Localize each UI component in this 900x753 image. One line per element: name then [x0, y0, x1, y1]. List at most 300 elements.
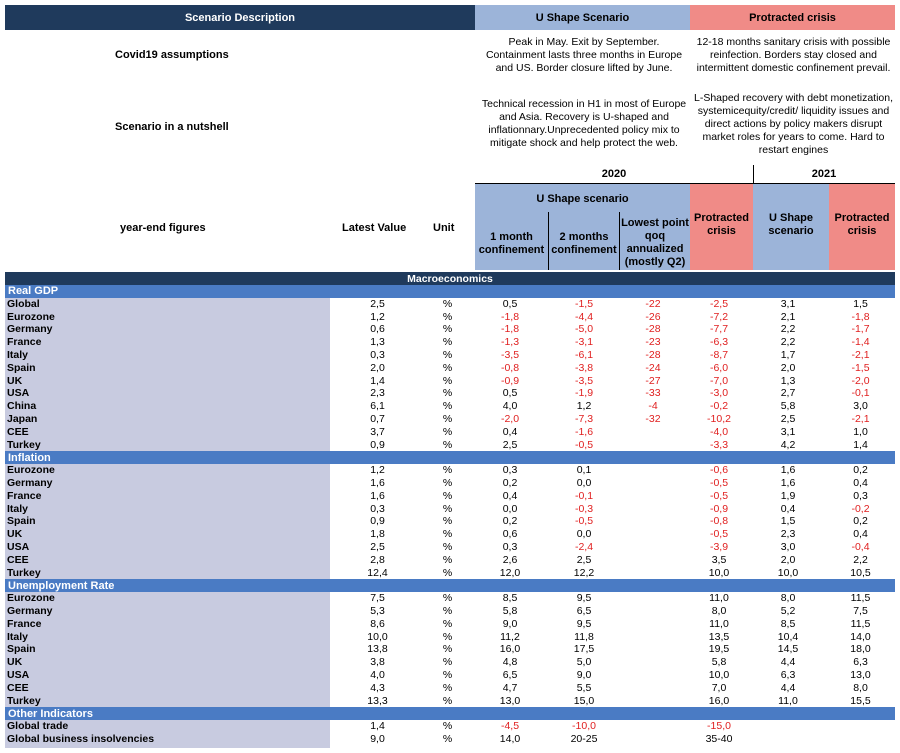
- protracted-2021-cell: 1,0: [853, 425, 868, 438]
- country-cell: Germany: [7, 605, 53, 617]
- protracted-2021-cell: 18,0: [850, 643, 871, 656]
- u-shape-2021-cell: 5,8: [780, 400, 796, 413]
- latest-value-cell: 1,6: [370, 489, 385, 502]
- one-month-cell: 0,0: [502, 502, 518, 515]
- protracted-2021-cell: 3,0: [853, 400, 868, 413]
- protracted-2021-cell: -2,1: [851, 413, 870, 425]
- table-row: [5, 528, 895, 541]
- two-months-cell: -2,4: [574, 541, 594, 553]
- two-months-cell: 5,5: [576, 681, 592, 694]
- latest-value-cell: 3,8: [370, 656, 385, 669]
- protracted-2020-cell: 19,5: [708, 643, 730, 656]
- unit-cell: %: [442, 592, 453, 605]
- country-cell: Japan: [7, 413, 38, 425]
- country-cell: Italy: [7, 630, 29, 643]
- lowest-point-cell: [618, 439, 688, 452]
- section-header: Inflation: [5, 451, 895, 464]
- u-shape-2021-cell: 4,4: [780, 681, 796, 694]
- u-shape-2021-cell: 1,6: [780, 477, 796, 489]
- country-cell: Global trade: [7, 720, 69, 733]
- protracted-2020-cell: -3,0: [709, 387, 729, 400]
- protracted-2020-cell: -0,6: [709, 464, 729, 477]
- u-shape-2021-cell: 2,5: [780, 413, 796, 425]
- lowest-point-cell: [618, 477, 688, 490]
- two-months-cell: -1,5: [574, 297, 594, 310]
- two-months-header: 2 months confinement: [551, 231, 617, 256]
- table-row: [5, 387, 895, 400]
- two-months-cell: 9,5: [576, 592, 592, 605]
- u-shape-2021-cell: 2,1: [780, 310, 796, 323]
- one-month-cell: 0,3: [502, 541, 518, 553]
- latest-value-cell: 9,0: [370, 733, 385, 745]
- lowest-point-cell: [618, 567, 688, 580]
- u-shape-2021-cell: 4,2: [780, 438, 796, 451]
- one-month-cell: -0,9: [500, 374, 520, 387]
- protracted-2021-cell: 2,2: [853, 553, 868, 566]
- u-shape-2021-cell: 1,5: [780, 515, 796, 528]
- protracted-2021-cell: 15,5: [850, 694, 871, 707]
- u-shape-scenario-2020-label: U Shape scenario: [536, 192, 629, 205]
- latest-value-header: Latest Value: [342, 222, 407, 234]
- protracted-2021-cell: 0,2: [853, 515, 868, 528]
- covid-protracted-text: 12-18 months sanitary crisis with possible reinfection. Borders stay closed and intermittent domestic confinement prevail.: [696, 36, 891, 74]
- unit-cell: %: [442, 605, 453, 617]
- country-cell: France: [7, 336, 42, 349]
- protracted-2021-cell: 0,3: [853, 489, 868, 502]
- u-shape-2021-cell: 4,4: [780, 656, 796, 669]
- lowest-point-cell: -22: [645, 297, 661, 310]
- country-cell: Eurozone: [7, 464, 55, 477]
- one-month-cell: -1,3: [500, 336, 520, 349]
- lowest-point-cell: [618, 720, 688, 733]
- one-month-cell: -1,8: [500, 310, 520, 323]
- lowest-point-cell: [618, 592, 688, 605]
- protracted-2021-cell: 13,0: [850, 669, 871, 681]
- latest-value-cell: 0,9: [370, 515, 385, 528]
- two-months-cell: -0,3: [574, 502, 594, 515]
- table-row: [5, 323, 895, 336]
- protracted-2020-cell: -6,0: [709, 361, 729, 374]
- unit-cell: %: [442, 361, 453, 374]
- lowest-point-cell: [618, 643, 688, 656]
- protracted-2021-cell: -1,8: [851, 310, 870, 323]
- unit-cell: %: [442, 528, 453, 541]
- country-cell: UK: [7, 528, 23, 541]
- u-shape-2021-cell: 2,7: [780, 387, 796, 400]
- table-row: [5, 349, 895, 362]
- country-cell: UK: [7, 374, 23, 387]
- lowest-point-cell: -28: [645, 349, 661, 361]
- country-cell: Turkey: [7, 694, 41, 707]
- u-shape-2021-cell: 2,2: [780, 323, 796, 336]
- u-shape-2021-cell: 1,3: [780, 374, 796, 387]
- lowest-point-cell: [618, 490, 688, 503]
- lowest-point-cell: -26: [645, 310, 661, 323]
- two-months-cell: -4,4: [574, 310, 594, 323]
- latest-value-cell: 0,9: [370, 438, 385, 451]
- latest-value-cell: 13,8: [367, 643, 388, 656]
- protracted-2020-cell: -0,5: [709, 489, 729, 502]
- latest-value-cell: 2,0: [370, 361, 385, 374]
- latest-value-cell: 8,6: [370, 617, 385, 630]
- lowest-point-cell: [618, 503, 688, 516]
- protracted-2021-cell: -2,1: [851, 349, 870, 361]
- unit-cell: %: [442, 489, 453, 502]
- latest-value-cell: 0,7: [370, 413, 385, 425]
- unit-cell: %: [442, 656, 453, 669]
- latest-value-cell: 1,2: [370, 310, 385, 323]
- unit-cell: %: [442, 630, 453, 643]
- protracted-2020-cell: 13,5: [708, 630, 730, 643]
- protracted-2021-cell: 10,5: [850, 566, 871, 579]
- one-month-cell: 0,6: [502, 528, 518, 541]
- unit-cell: %: [442, 553, 453, 566]
- protracted-2020-cell: -3,9: [709, 541, 729, 553]
- table-row: [5, 554, 895, 567]
- protracted-2020-cell: -7,0: [709, 374, 729, 387]
- one-month-cell: 4,8: [502, 656, 518, 669]
- protracted-2020-cell: 3,5: [711, 553, 727, 566]
- lowest-point-cell: [618, 631, 688, 644]
- protracted-2021-cell: 14,0: [850, 630, 871, 643]
- one-month-cell: 14,0: [499, 733, 521, 745]
- lowest-point-cell: -24: [645, 361, 661, 374]
- u-shape-2021-cell: 3,1: [780, 297, 796, 310]
- protracted-2021-cell: 6,3: [853, 656, 868, 669]
- u-shape-2021-cell: 1,7: [780, 349, 796, 361]
- unit-cell: %: [442, 541, 453, 553]
- table-row: [5, 515, 895, 528]
- protracted-2021-cell: 1,4: [853, 438, 868, 451]
- unit-cell: %: [442, 349, 453, 361]
- latest-value-cell: 2,3: [370, 387, 385, 400]
- one-month-cell: 0,2: [502, 477, 518, 489]
- latest-value-cell: 13,3: [367, 694, 388, 707]
- two-months-cell: -1,6: [574, 425, 594, 438]
- protracted-2020-cell: -7,7: [709, 323, 729, 336]
- country-cell: Turkey: [7, 438, 41, 451]
- table-row: [5, 298, 895, 311]
- two-months-cell: 20-25: [570, 733, 598, 745]
- unit-cell: %: [442, 477, 453, 489]
- latest-value-cell: 2,5: [370, 297, 385, 310]
- country-cell: USA: [7, 541, 30, 553]
- unit-cell: %: [442, 566, 453, 579]
- table-row: [5, 375, 895, 388]
- table-row: [5, 695, 895, 708]
- one-month-cell: 8,5: [502, 592, 518, 605]
- unit-cell: %: [442, 515, 453, 528]
- protracted-2020-cell: 8,0: [711, 605, 727, 617]
- unit-cell: %: [442, 425, 453, 438]
- covid-u-shape-text: Peak in May. Exit by September. Containment lasts three months in Europe and US. Border closure lifted by June.: [485, 36, 683, 74]
- two-months-cell: -0,1: [574, 489, 594, 502]
- protracted-2020-cell: -0,5: [709, 528, 729, 541]
- table-row: [5, 464, 895, 477]
- two-months-cell: 6,5: [576, 605, 592, 617]
- lowest-point-cell: -27: [645, 374, 661, 387]
- country-cell: Spain: [7, 515, 36, 528]
- country-cell: Eurozone: [7, 592, 55, 605]
- latest-value-cell: 2,5: [370, 541, 385, 553]
- protracted-2021-cell: -1,4: [851, 336, 870, 349]
- country-cell: Eurozone: [7, 310, 55, 323]
- unit-cell: %: [442, 617, 453, 630]
- protracted-2020-cell: 16,0: [708, 694, 730, 707]
- latest-value-cell: 12,4: [367, 566, 388, 579]
- u-shape-2021-cell: [750, 720, 826, 733]
- lowest-point-cell: -4: [648, 400, 658, 413]
- two-months-cell: 1,2: [576, 400, 592, 413]
- one-month-cell: 2,6: [502, 553, 518, 566]
- macroeconomics-header: Macroeconomics: [5, 272, 895, 285]
- unit-cell: %: [442, 336, 453, 349]
- lowest-point-cell: [618, 464, 688, 477]
- two-months-cell: -1,9: [574, 387, 594, 400]
- protracted-2021-cell: 11,5: [850, 592, 871, 605]
- scenario-description-header: Scenario Description: [5, 5, 475, 30]
- two-months-cell: -6,1: [574, 349, 594, 361]
- country-cell: Global business insolvencies: [7, 733, 155, 745]
- one-month-cell: 2,5: [502, 438, 518, 451]
- nutshell-u-shape-text: Technical recession in H1 in most of Europe and Asia. Recovery is U-shaped and inflationnary.Unprecedented policy mix to mitigate shock and help protect the web.: [481, 98, 687, 149]
- protracted-2020-cell: 11,0: [709, 592, 729, 605]
- section-header: Other Indicators: [5, 707, 895, 720]
- u-shape-2021-cell: 10,4: [777, 630, 799, 643]
- latest-value-cell: 0,3: [370, 502, 385, 515]
- protracted-2020-cell: -0,8: [709, 515, 729, 528]
- one-month-cell: 16,0: [499, 643, 521, 656]
- section-header: Unemployment Rate: [5, 579, 895, 592]
- latest-value-cell: 10,0: [367, 630, 388, 643]
- lowest-point-cell: [618, 669, 688, 682]
- unit-cell: %: [442, 387, 453, 400]
- u-shape-2021-cell: [750, 733, 826, 746]
- unit-cell: %: [442, 323, 453, 336]
- table-row: [5, 426, 895, 439]
- table-row: [5, 669, 895, 682]
- lowest-point-cell: [618, 618, 688, 631]
- lowest-point-cell: -28: [645, 323, 661, 336]
- two-months-cell: 2,5: [576, 553, 592, 566]
- two-months-cell: 0,1: [576, 464, 592, 477]
- two-months-cell: 17,5: [573, 643, 595, 656]
- protracted-2020-cell: -0,5: [709, 477, 729, 489]
- country-cell: Global: [7, 297, 40, 310]
- unit-header: Unit: [433, 222, 455, 234]
- latest-value-cell: 5,3: [370, 605, 385, 617]
- unit-cell: %: [442, 502, 453, 515]
- protracted-header: Protracted crisis: [690, 5, 895, 30]
- latest-value-cell: 1,2: [370, 464, 385, 477]
- latest-value-cell: 0,6: [370, 323, 385, 336]
- two-months-cell: -3,5: [574, 374, 594, 387]
- u-shape-2021-cell: 8,5: [780, 617, 796, 630]
- country-cell: Italy: [7, 349, 29, 361]
- country-cell: Spain: [7, 643, 36, 656]
- protracted-2021-cell: -0,2: [851, 502, 870, 515]
- lowest-point-cell: [618, 605, 688, 618]
- protracted-2020-cell: 5,8: [711, 656, 727, 669]
- unit-cell: %: [442, 694, 453, 707]
- table-row: [5, 311, 895, 324]
- protracted-2020-cell: -10,2: [707, 413, 731, 425]
- one-month-cell: 11,2: [500, 630, 520, 643]
- table-row: [5, 643, 895, 656]
- table-row: [5, 682, 895, 695]
- two-months-cell: 12,2: [573, 566, 595, 579]
- lowest-point-cell: -23: [645, 336, 661, 349]
- protracted-2021-cell: [826, 720, 895, 733]
- latest-value-cell: 0,3: [370, 349, 385, 361]
- unit-cell: %: [442, 733, 453, 745]
- protracted-2020-cell: 11,0: [709, 617, 729, 630]
- protracted-2020-cell: -7,2: [709, 310, 729, 323]
- unit-cell: %: [442, 310, 453, 323]
- protracted-2020-cell: -6,3: [709, 336, 729, 349]
- protracted-2020-cell: 10,0: [708, 669, 730, 681]
- lowest-point-cell: [618, 733, 688, 746]
- year-end-figures-header: year-end figures: [120, 222, 206, 234]
- protracted-2021-cell: 1,5: [853, 297, 868, 310]
- two-months-cell: 11,8: [574, 630, 594, 643]
- one-month-cell: 13,0: [499, 694, 521, 707]
- covid-assumptions-label: Covid19 assumptions: [115, 49, 229, 61]
- protracted-2021-cell: 0,4: [853, 477, 868, 489]
- table-row: [5, 490, 895, 503]
- country-cell: USA: [7, 669, 30, 681]
- country-cell: USA: [7, 387, 30, 400]
- one-month-cell: 12,0: [499, 566, 521, 579]
- latest-value-cell: 1,4: [370, 720, 385, 733]
- one-month-cell: 0,3: [502, 464, 518, 477]
- unit-cell: %: [442, 374, 453, 387]
- u-shape-2021-cell: 8,0: [780, 592, 796, 605]
- one-month-cell: -1,8: [500, 323, 520, 336]
- table-row: [5, 618, 895, 631]
- protracted-2021-cell: -1,5: [851, 361, 870, 374]
- two-months-cell: -3,1: [574, 336, 594, 349]
- protracted-2020-cell: -0,9: [709, 502, 729, 515]
- unit-cell: %: [442, 669, 453, 681]
- country-cell: CEE: [7, 425, 29, 438]
- country-cell: UK: [7, 656, 23, 669]
- table-row: [5, 631, 895, 644]
- latest-value-cell: 2,8: [370, 553, 385, 566]
- u-shape-header: U Shape Scenario: [475, 5, 690, 30]
- latest-value-cell: 7,5: [370, 592, 385, 605]
- one-month-cell: 5,8: [502, 605, 518, 617]
- table-row: [5, 413, 895, 426]
- protracted-2021-cell: -0,4: [851, 541, 870, 553]
- one-month-cell: -4,5: [500, 720, 520, 733]
- u-shape-2021-header: U Shape scenario: [768, 212, 814, 237]
- country-cell: Italy: [7, 502, 29, 515]
- country-cell: Spain: [7, 361, 36, 374]
- protracted-2020-cell: -15,0: [707, 720, 731, 733]
- protracted-2020-cell: -8,7: [709, 349, 729, 361]
- protracted-2021-cell: [826, 733, 895, 746]
- table-row: [5, 477, 895, 490]
- protracted-2020-cell: -4,0: [709, 425, 729, 438]
- year-separator: [753, 165, 754, 183]
- one-month-cell: 0,4: [502, 489, 518, 502]
- lowest-point-cell: [618, 528, 688, 541]
- unit-cell: %: [442, 720, 453, 733]
- two-months-cell: -5,0: [574, 323, 594, 336]
- u-shape-2021-cell: 2,0: [780, 553, 796, 566]
- table-row: [5, 400, 895, 413]
- two-months-cell: 15,0: [573, 694, 595, 707]
- two-months-cell: 5,0: [576, 656, 592, 669]
- protracted-2021-cell: -0,1: [851, 387, 870, 400]
- u-shape-2021-cell: 0,4: [780, 502, 796, 515]
- protracted-2021-cell: -1,7: [851, 323, 870, 336]
- country-cell: Turkey: [7, 566, 41, 579]
- latest-value-cell: 1,4: [370, 374, 385, 387]
- lowest-point-cell: -33: [645, 387, 661, 400]
- table-row: [5, 541, 895, 554]
- table-row: [5, 733, 895, 746]
- lowest-point-cell: [618, 426, 688, 439]
- latest-value-cell: 1,8: [370, 528, 385, 541]
- protracted-2021-cell: 0,2: [853, 464, 868, 477]
- protracted-2021-cell: 11,5: [850, 617, 871, 630]
- u-shape-2021-cell: 3,1: [780, 425, 796, 438]
- country-cell: CEE: [7, 553, 29, 566]
- lowest-point-cell: [618, 515, 688, 528]
- table-row: [5, 592, 895, 605]
- latest-value-cell: 1,3: [370, 336, 385, 349]
- u-shape-2021-cell: 6,3: [780, 669, 796, 681]
- table-row: [5, 720, 895, 733]
- lowest-point-cell: -32: [645, 413, 661, 425]
- u-shape-2021-cell: 5,2: [780, 605, 796, 617]
- two-months-cell: 0,0: [576, 528, 592, 541]
- latest-value-cell: 6,1: [370, 400, 385, 413]
- protracted-2020-header: Protracted crisis: [693, 212, 750, 237]
- protracted-2020-cell: -0,2: [709, 400, 729, 413]
- table-row: [5, 656, 895, 669]
- table-row: [5, 336, 895, 349]
- two-months-cell: -7,3: [574, 413, 594, 425]
- year-2021: 2021: [811, 167, 837, 180]
- u-shape-2021-cell: 1,9: [780, 489, 796, 502]
- one-month-cell: -3,5: [500, 349, 520, 361]
- unit-cell: %: [442, 400, 453, 413]
- section-header: Real GDP: [5, 285, 895, 298]
- lowest-point-cell: [618, 554, 688, 567]
- unit-cell: %: [442, 464, 453, 477]
- country-cell: Germany: [7, 323, 53, 336]
- two-months-cell: 0,0: [576, 477, 592, 489]
- protracted-2021-cell: 8,0: [853, 681, 868, 694]
- table-row: [5, 503, 895, 516]
- table-row: [5, 362, 895, 375]
- protracted-2020-cell: -2,5: [709, 297, 729, 310]
- latest-value-cell: 4,3: [370, 681, 385, 694]
- lowest-point-cell: [618, 682, 688, 695]
- table-row: [5, 605, 895, 618]
- one-month-cell: -2,0: [500, 413, 520, 425]
- unit-cell: %: [442, 438, 453, 451]
- protracted-2021-cell: 0,4: [853, 528, 868, 541]
- protracted-2020-cell: 7,0: [711, 681, 727, 694]
- unit-cell: %: [442, 297, 453, 310]
- one-month-header: 1 month confinement: [478, 231, 545, 256]
- one-month-cell: -0,8: [500, 361, 520, 374]
- one-month-cell: 0,4: [502, 425, 518, 438]
